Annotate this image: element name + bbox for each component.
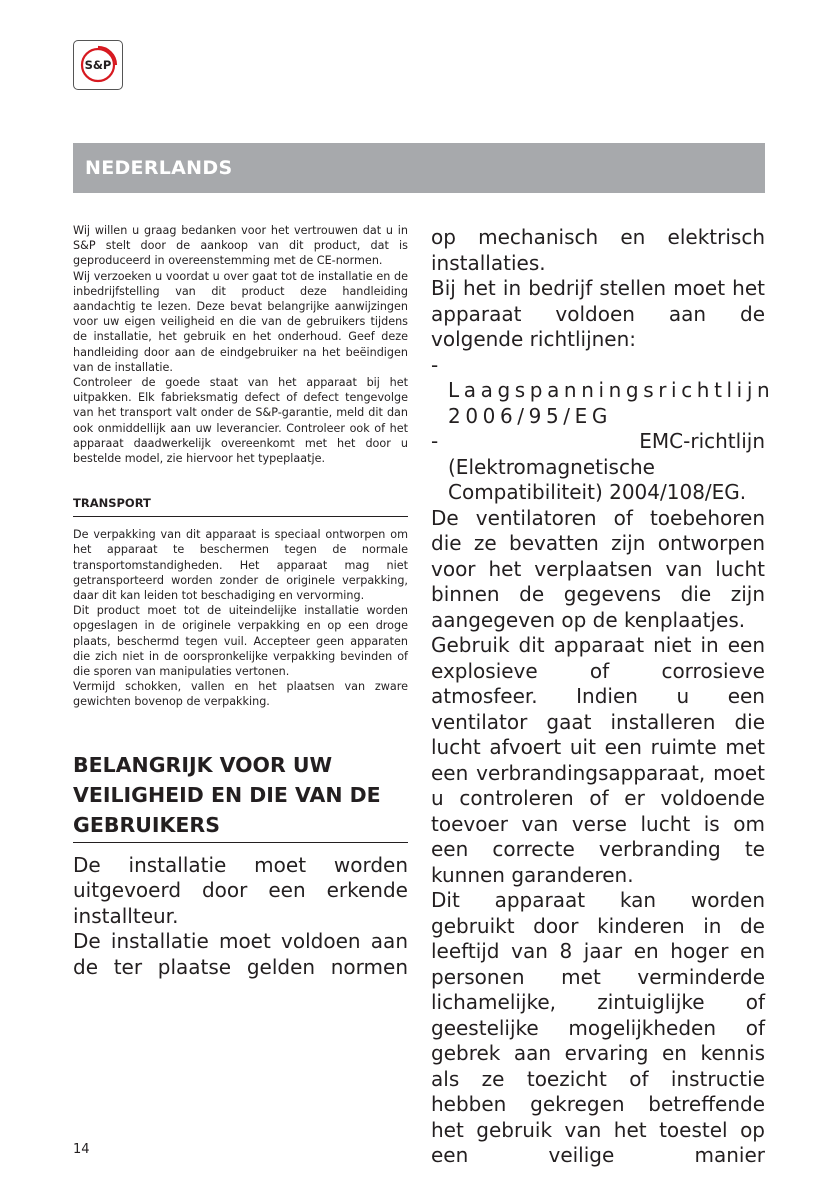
intro-paragraph: Controleer de goede staat van het apparaat bij het uitpakken. Elk fabrieksmatig defect of defect tengevolge van het transport valt onder de S&P-garantie, meld dit dan ook onmiddellijk aan uw leverancier. Controleer ook of het apparaat daadwerkelijk overeenkomt met het door u bestelde model, zie hiervoor het typeplaatje. (73, 376, 408, 466)
safety-paragraph: Gebruik dit apparaat niet in een explosieve of corrosieve atmosfeer. Indien u een ventilator gaat installeren die lucht afvoert uit een ruimte met een verbrandingsapparaat, moet u controleren of er voldoende toevoer van verse lucht is om een correcte verbranding te kunnen garanderen. (431, 633, 765, 887)
directive-list (431, 352, 775, 506)
safety-paragraph: Bij het in bedrijf stellen moet het apparaat voldoen aan de volgende richtlijnen: (431, 276, 765, 351)
transport-paragraph: Vermijd schokken, vallen en het plaatsen van zware gewichten bovenop de verpakking. (73, 680, 408, 709)
directive-item: - EMC-richtlijn (Elektromagnetische Compatibiliteit) 2004/108/EG. (431, 429, 765, 504)
transport-section (73, 527, 408, 709)
safety-paragraph: De installatie moet voldoen aan de ter plaatse gelden normen (73, 929, 408, 979)
safety-paragraph: De installatie moet worden uitgevoerd door een erkende installteur. (73, 852, 408, 928)
intro-section (73, 223, 408, 466)
directive-item: - Laagspanningsrichtlijn 2006/95/EG (431, 352, 775, 428)
safety-paragraph: op mechanisch en elektrisch installaties. (431, 225, 765, 275)
safety-left-text (73, 853, 408, 981)
right-column (431, 225, 775, 1169)
transport-paragraph: De verpakking van dit apparaat is speciaal ontworpen om het apparaat te beschermen tegen de normale transportomstandigheden. Het apparaat mag niet getransporteerd worden zonder de originele verpakking, daar dit kan leiden tot beschadiging en vervorming. (73, 528, 408, 603)
language-banner (73, 143, 765, 193)
transport-paragraph: Dit product moet tot de uiteindelijke installatie worden opgeslagen in de originele verpakking en op een droge plaats, beschermd tegen vuil. Accepteer geen apparaten die zich niet in de oorspronkelijke verpakking bevinden of die sporen van manipulaties vertonen. (73, 604, 408, 679)
sp-logo (73, 40, 123, 90)
intro-paragraph: Wij verzoeken u voordat u over gaat tot de installatie en de inbedrijfstelling van dit product deze handleiding aandachtig te lezen. Deze bevat belangrijke aanwijzingen voor uw eigen veiligheid en die van de gebruikers tijdens de installatie, het gebruik en het onderhoud. Geef deze handleiding door aan de eindgebruiker na het beëindigen van de installatie. (73, 269, 408, 374)
safety-right-text (431, 225, 775, 1169)
safety-paragraph: Dit apparaat kan worden gebruikt door kinderen in de leeftijd van 8 jaar en hoger en personen met verminderde lichamelijke, zintuiglijke of geestelijke mogelijkheden of gebrek aan ervaring en kennis als ze toezicht of instructie hebben gekregen betreffende het gebruik van het toestel op een veilige manier (431, 888, 765, 1167)
banner-title: NEDERLANDS (85, 157, 233, 179)
safety-paragraph: De ventilatoren of toebehoren die ze bevatten zijn ontworpen voor het verplaatsen van lucht binnen de gegevens die zijn aangegeven op de kenplaatjes. (431, 505, 765, 632)
safety-heading: BELANGRIJK VOOR UW VEILIGHEID EN DIE VAN DE GEBRUIKERS (73, 750, 408, 843)
transport-heading: TRANSPORT (73, 496, 408, 517)
page-number: 14 (73, 1142, 90, 1157)
svg-text:S&P: S&P (84, 58, 112, 72)
sp-logo-icon (76, 43, 120, 87)
intro-paragraph: Wij willen u graag bedanken voor het vertrouwen dat u in S&P stelt door de aankoop van dit product, dat is geproduceerd in overeenstemming met de CE-normen. (73, 224, 408, 268)
left-column (73, 223, 408, 980)
